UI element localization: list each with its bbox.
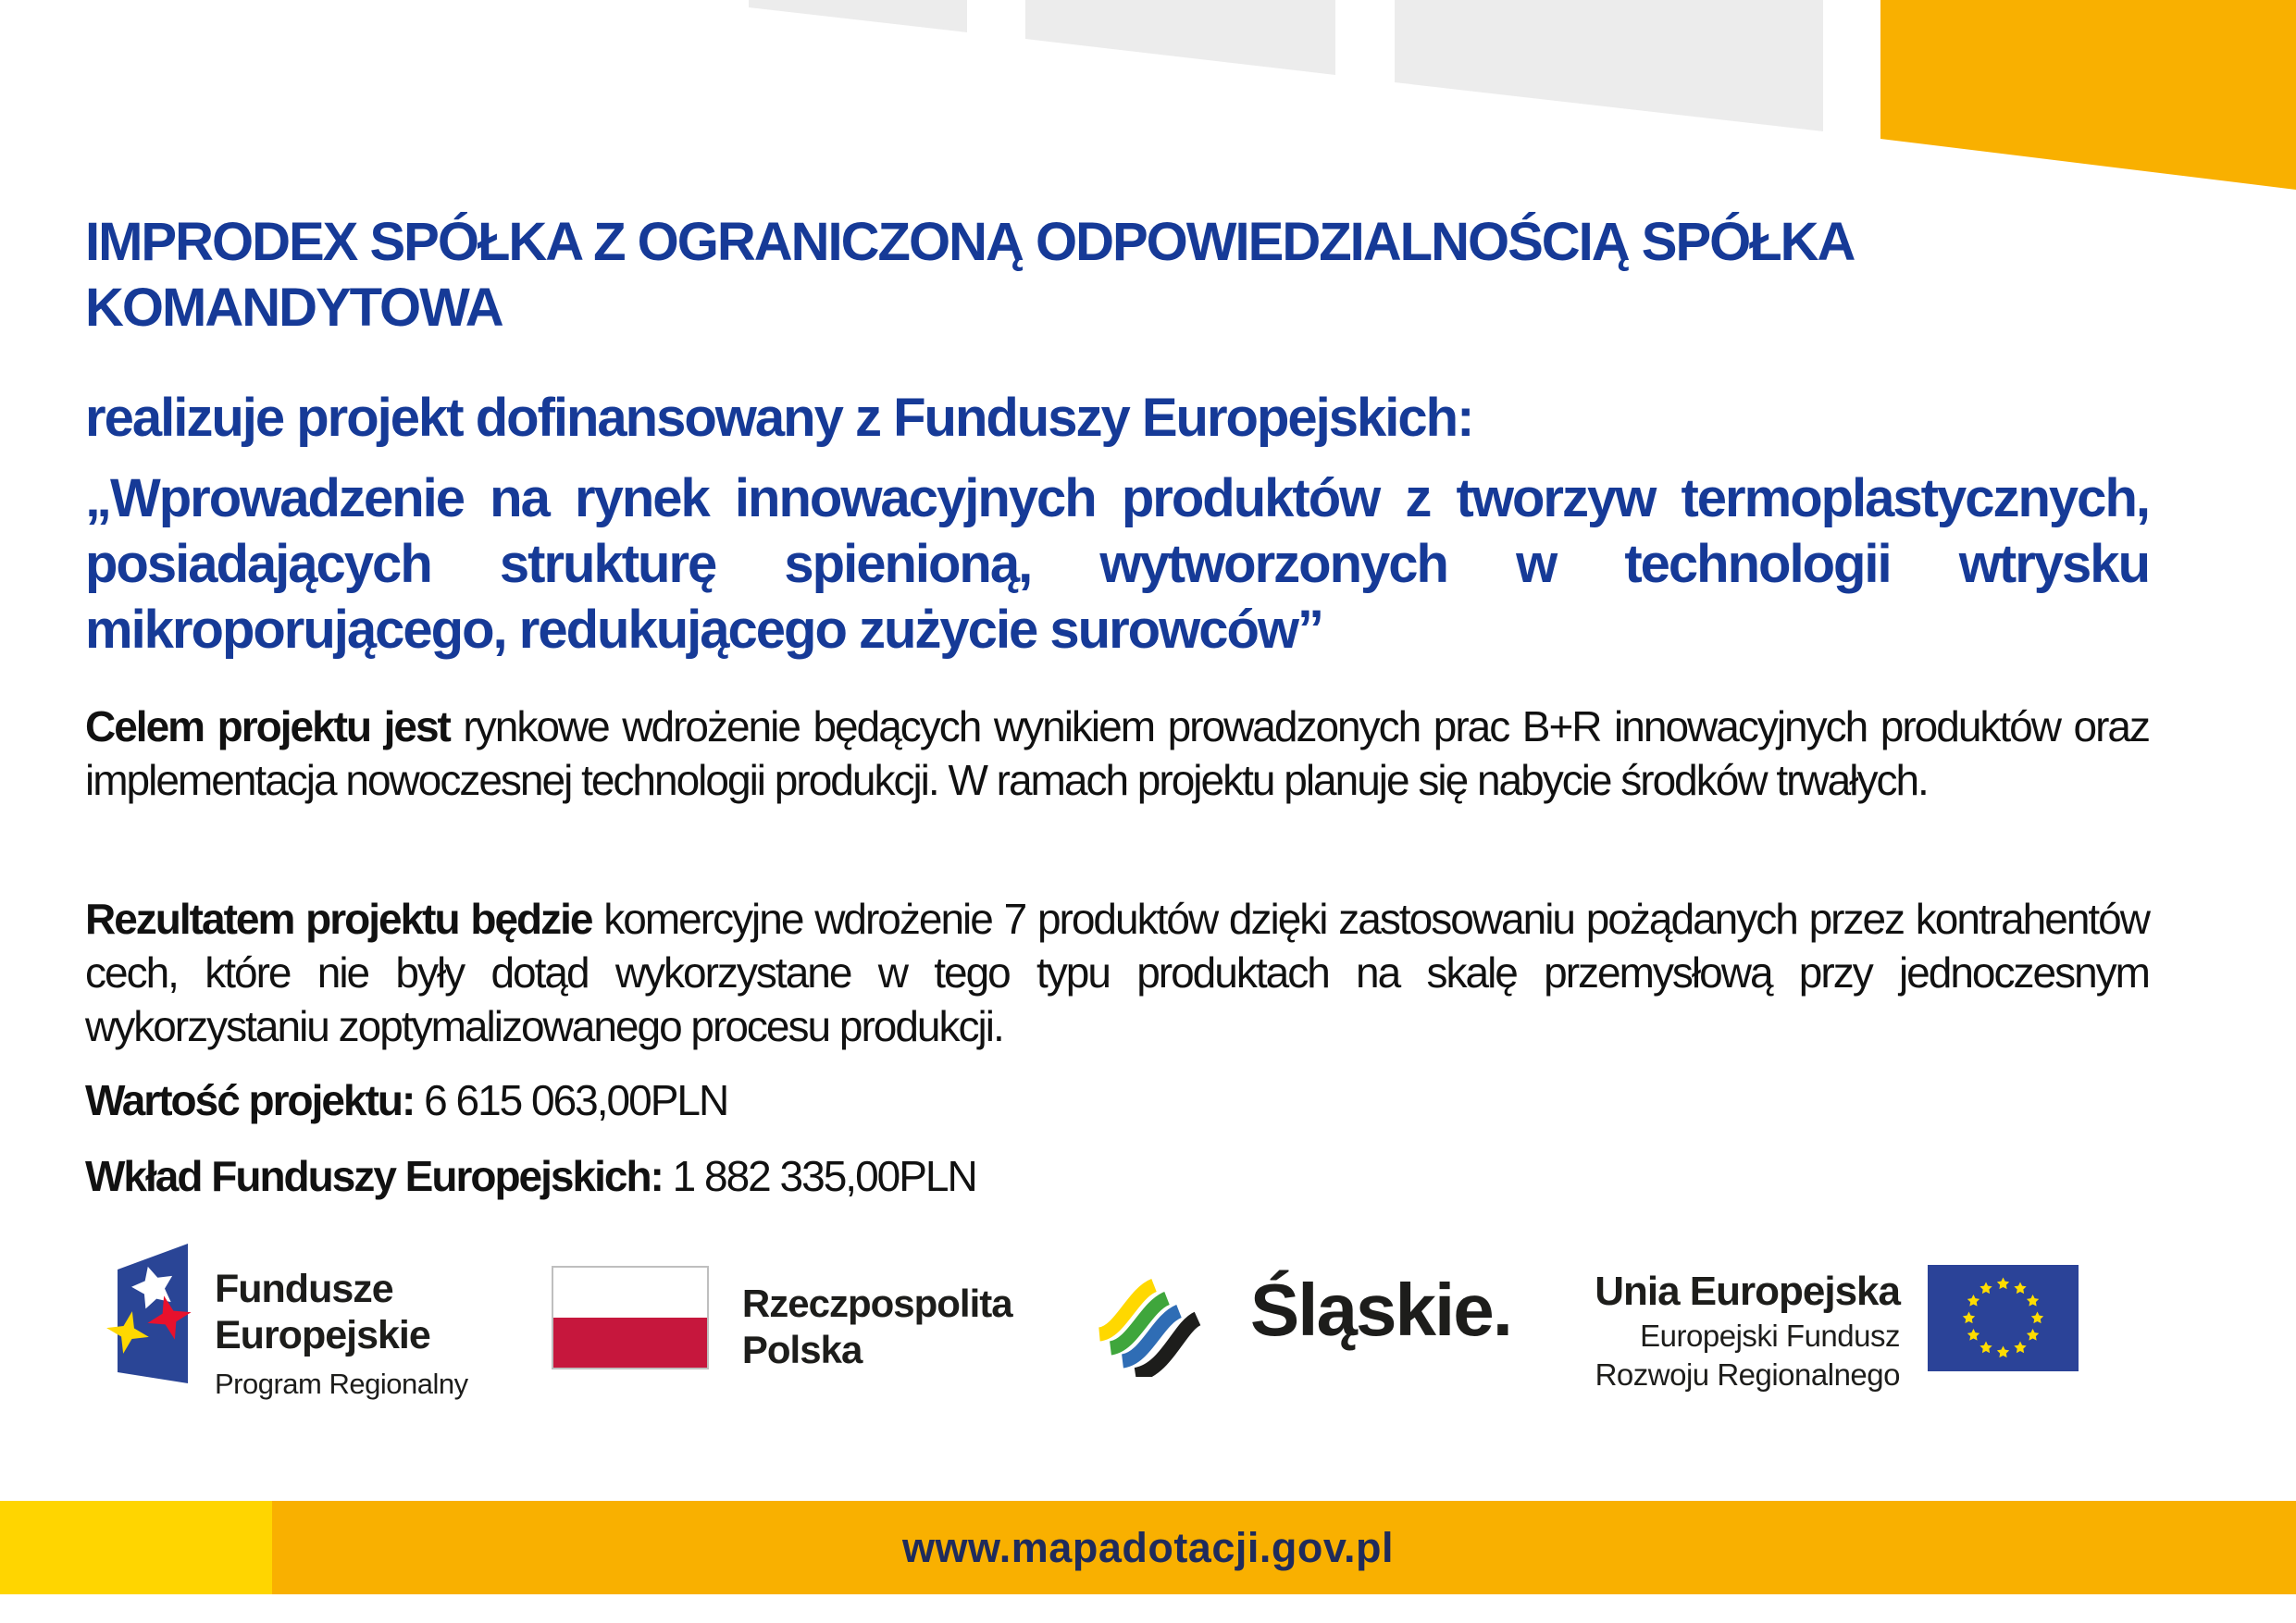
fundusze-name-line1: Fundusze xyxy=(215,1267,393,1311)
goal-label: Celem projektu jest xyxy=(85,702,450,750)
fundusze-name-line2: Europejskie xyxy=(215,1313,430,1357)
fundusze-subtitle: Program Regionalny xyxy=(215,1368,468,1400)
logo-unia-europejska xyxy=(1595,1265,2079,1394)
slaskie-waves-icon xyxy=(1096,1266,1211,1377)
project-value-line xyxy=(85,1073,2149,1127)
project-value-amount: 6 615 063,00PLN xyxy=(424,1076,728,1124)
unia-europejska-text xyxy=(1595,1267,1900,1394)
goal-paragraph xyxy=(85,700,2149,807)
poland-flag-icon xyxy=(552,1266,709,1369)
rzeczpospolita-polska-text xyxy=(742,1281,1012,1373)
logo-fundusze-europejskie xyxy=(116,1242,468,1403)
project-value-label: Wartość projektu: xyxy=(85,1076,415,1124)
slaskie-text: Śląskie. xyxy=(1249,1269,1511,1351)
logos-row xyxy=(116,1242,2079,1403)
eu-contribution-label: Wkład Funduszy Europejskich: xyxy=(85,1152,663,1200)
logo-rzeczpospolita-polska xyxy=(552,1266,1012,1373)
result-paragraph xyxy=(85,892,2149,1053)
fundusze-europejskie-flag-icon xyxy=(116,1242,190,1385)
main-content xyxy=(85,0,2149,1203)
goal-text: rynkowe wdrożenie będących wynikiem prowadzonych prac B+R innowacyjnych produktów oraz implementacja nowoczesnej technologii produkcji. W ramach projektu planuje się nabycie środków trwałych. xyxy=(85,702,2150,804)
poland-name-line2: Polska xyxy=(741,1328,863,1371)
footer-url: www.mapadotacji.gov.pl xyxy=(901,1523,1395,1571)
eu-contribution-line xyxy=(85,1149,2149,1203)
fundusze-europejskie-text xyxy=(215,1266,468,1403)
poland-name-line1: Rzeczpospolita xyxy=(741,1282,1012,1325)
eu-name: Unia Europejska xyxy=(1595,1269,1900,1314)
project-title-quote: „Wprowadzenie na rynek innowacyjnych produktów z tworzyw termoplastycznych, posiadających strukturę spienioną, wytworzonych w technologii wtrysku mikroporującego, redukującego zużycie surowców” xyxy=(85,468,2149,660)
eu-contribution-amount: 1 882 335,00PLN xyxy=(672,1152,976,1200)
result-label: Rezultatem projektu będzie xyxy=(85,895,592,943)
eu-subtitle-line2: Rozwoju Regionalnego xyxy=(1595,1357,1900,1392)
result-text: komercyjne wdrożenie 7 produktów dzięki zastosowaniu pożądanych przez kontrahentów cech, które nie były dotąd wykorzystane w tego typu produktach na skalę przemysłową przy jednoczesnym wykorzystaniu zoptymalizowanego procesu produkcji. xyxy=(85,895,2149,1050)
eu-subtitle-line1: Europejski Fundusz xyxy=(1640,1319,1900,1353)
intro-line: realizuje projekt dofinansowany z Funduszy Europejskich: xyxy=(85,388,1473,448)
eu-flag-icon xyxy=(1928,1265,2079,1371)
company-name-title: IMPRODEX SPÓŁKA Z OGRANICZONĄ ODPOWIEDZIALNOŚCIĄ SPÓŁKA KOMANDYTOWA xyxy=(85,212,1853,338)
logo-slaskie xyxy=(1096,1266,1511,1377)
